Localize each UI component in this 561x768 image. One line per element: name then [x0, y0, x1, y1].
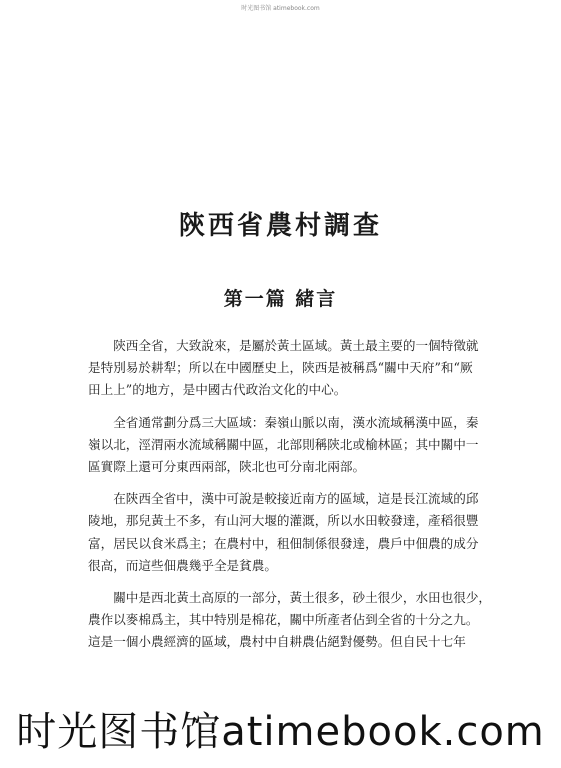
text-line: 區實際上還可分東西兩部，陝北也可分南北兩部。 [88, 459, 366, 475]
text-line: 是特別易於耕犁；所以在中國歷史上，陝西是被稱爲“關中天府”和“厥 [88, 360, 473, 376]
document-title: 陝西省農村調查 [178, 211, 382, 241]
paragraph-1 [88, 335, 488, 402]
text-line: 很高，而這些佃農幾乎全是貧農。 [88, 557, 277, 573]
body-text [88, 335, 491, 664]
text-line: 關中是西北黃土高原的一部分，黃土很多，砂土很少，水田也很少， [113, 590, 491, 606]
text-line: 田上上”的地方，是中國古代政治文化的中心。 [88, 382, 347, 398]
paragraph-4 [88, 587, 491, 654]
text-line: 富，居民以食米爲主；在農村中，租佃制係很發達，農戶中佃農的成分 [88, 535, 479, 551]
paragraph-3 [88, 488, 488, 577]
text-line: 在陝西全省中，漢中可說是較接近南方的區域，這是長江流域的邱 [113, 491, 479, 507]
text-line: 陵地，那兒黃土不多，有山河大堰的灌溉，所以水田較發達，產稻很豐 [88, 513, 479, 529]
text-line: 這是一個小農經濟的區域，農村中自耕農佔絕對優勢。但自民十七年 [88, 634, 466, 650]
paragraph-2 [88, 412, 488, 479]
page-source-header: 时光图书馆 atimebook.com [241, 5, 320, 12]
text-line: 陝西全省，大致說來，是屬於黃土區域。黃土最主要的一個特徵就 [113, 338, 479, 353]
chapter-title: 第一篇 緒言 [223, 288, 338, 310]
text-line: 全省通常劃分爲三大區域：秦嶺山脈以南，漢水流域稱漢中區，秦 [113, 414, 479, 430]
text-line: 農作以麥棉爲主，其中特別是棉花，關中所產者佔到全省的十分之九。 [88, 612, 479, 628]
text-line: 嶺以北，涇渭兩水流域稱關中區，北部則稱陝北或榆林區；其中關中一 [88, 436, 479, 452]
site-watermark: 时光图书馆atimebook.com [16, 709, 545, 755]
